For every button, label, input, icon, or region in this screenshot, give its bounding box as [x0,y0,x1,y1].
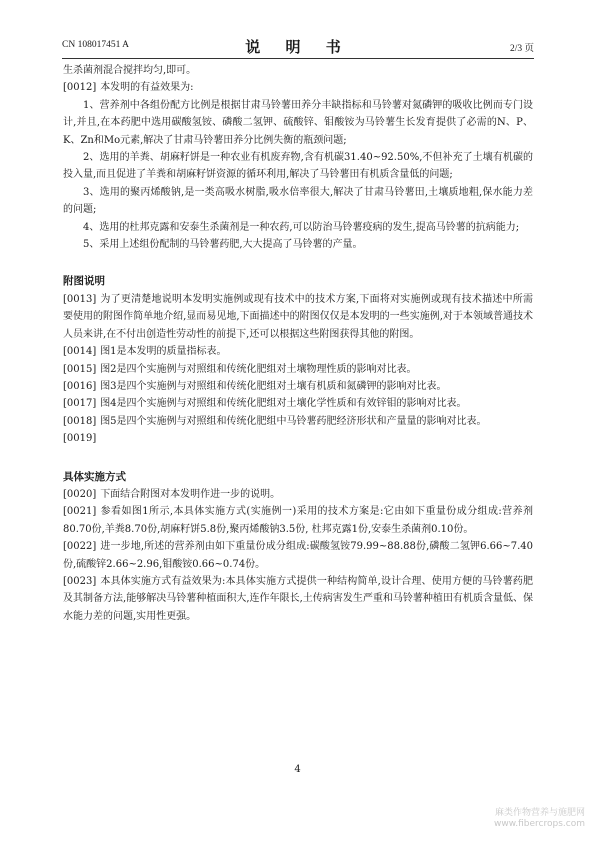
paragraph-0016: [0016] 图3是四个实施例与对照组和传统化肥组对土壤有机质和氮磷钾的影响对比表。 [63,378,533,395]
watermark [494,808,585,830]
watermark-line-1: 麻类作物营养与施肥网 [494,808,585,818]
effect-3: 3、选用的聚丙烯酸钠,是一类高吸水树脂,吸水倍率很大,解决了甘肃马铃薯田,土壤质地粗,保水能力差的问题; [63,186,533,216]
para-number: [0022] [63,541,97,553]
para-number: [0019] [63,433,97,445]
para-number: [0018] [63,415,97,427]
effect-1: 1、营养剂中各组份配方比例是根据甘肃马铃薯田养分丰缺指标和马铃薯对氮磷钾的吸收比例而专门设计,并且,在本药肥中选用碳酸氢铵、磷酸二氢钾、硫酸锌、钼酸铵为马铃薯生长发育提供了必需的N、P、K、Zn和Mo元素,解决了甘肃马铃薯田养分比例失衡的瓶颈问题; [63,99,533,146]
para-number: [0014] [63,346,97,358]
paragraph-0012: [0012] 本发明的有益效果为: [63,79,533,96]
watermark-line-2: www.fibercrops.com [494,819,585,829]
para-number: [0017] [63,398,97,410]
page-number: 4 [294,764,301,775]
paragraph-0020: [0020] 下面结合附图对本发明作进一步的说明。 [63,486,533,503]
patent-number: CN 108017451 A [62,40,130,50]
para-number: [0023] [63,575,97,587]
section-heading-drawings: 附图说明 [63,275,105,288]
continued-line: 生杀菌剂混合搅拌均匀,即可。 [63,65,197,76]
section-heading-embodiments: 具体实施方式 [63,470,126,483]
paragraph-0019 [63,430,533,447]
effect-2: 2、选用的羊粪、胡麻籽饼是一种农业有机废弃物,含有机碳31.40~92.50%,不但补充了土壤有机碳的投入量,而且促进了羊粪和胡麻籽饼资源的循环利用,解决了马铃薯田有机质含量低的问题; [63,152,533,181]
effect-4: 4、选用的杜邦克露和安泰生杀菌剂是一种农药,可以防治马铃薯疫病的发生,提高马铃薯的抗病能力; [83,221,520,233]
paragraph-0022: [0022] 进一步地,所述的营养剂由如下重量份成分组成:碳酸氢铵79.99~88.88份,磷酸二氢钾6.66~7.40份,硫酸锌2.66~2.96,钼酸铵0.66~0.74份。 [63,538,533,573]
paragraph-0018: [0018] 图5是四个实施例与对照组和传统化肥组中马铃薯药肥经济形状和产量量的影响对比表。 [63,413,533,430]
page-of-indicator: 2/3 页 [509,44,534,54]
paragraph-0014: [0014] 图1是本发明的质量指标表。 [63,343,533,360]
paragraph-0023: [0023] 本具体实施方式有益效果为:本具体实施方式提供一种结构简单,设计合理、使用方便的马铃薯药肥及其制备方法,能够解决马铃薯种植面积大,连作年限长,土传病害发生严重和马铃薯种植田有机质含量低、保水能力差的问题,实用性更强。 [63,573,533,625]
page-header [62,36,534,58]
document-title: 说 明 书 [245,38,351,56]
para-number: [0016] [63,380,97,392]
para-number: [0020] [63,488,97,500]
paragraph-0021: [0021] 参看如图1所示,本具体实施方式(实施例一)采用的技术方案是:它由如下重量份成分组成:营养剂80.70份,羊粪8.70份,胡麻籽饼5.8份,聚丙烯酸钠3.5份, 杜邦克露1份,安泰生杀菌剂0.10份。 [63,503,533,538]
para-number: [0015] [63,363,97,375]
paragraph-0015: [0015] 图2是四个实施例与对照组和传统化肥组对土壤物理性质的影响对比表。 [63,361,533,378]
paragraph-0017: [0017] 图4是四个实施例与对照组和传统化肥组对土壤化学性质和有效锌钼的影响对比表。 [63,395,533,412]
paragraph-0013: [0013] 为了更清楚地说明本发明实施例或现有技术中的技术方案,下面将对实施例或现有技术描述中所需要使用的附图作简单地介绍,显而易见地,下面描述中的附图仅仅是本发明的一些实施例,对于本领域普通技术人员来讲,在不付出创造性劳动性的前提下,还可以根据这些附图获得其他的附图。 [63,291,533,343]
para-number: [0021] [63,506,97,518]
document-body [63,62,533,625]
effect-5: 5、采用上述组份配制的马铃薯药肥,大大提高了马铃薯的产量。 [83,239,363,251]
header-rule [62,58,534,59]
para-number: [0013] [63,293,97,305]
para-number: [0012] [63,82,97,94]
